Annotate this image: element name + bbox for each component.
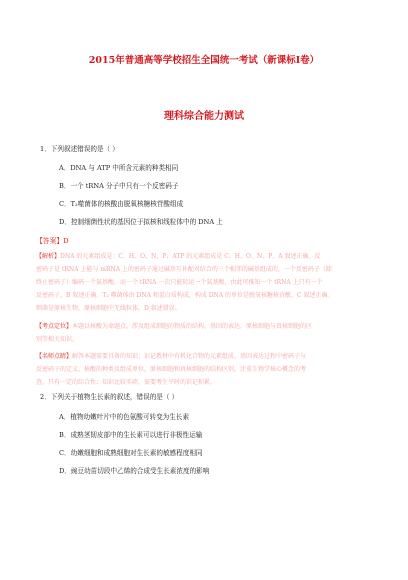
q1-analysis xyxy=(36,250,380,315)
analysis-line: 终止密码子）编码一个氨基酸，而一个 tRNA 一次只能转运一个氨基酸，由此可推知一个 tRNA 上只有一个 xyxy=(36,279,323,286)
comment-line: 查，只有一定的综合性；知识比较零碎，需要考生平时的识记积累。 xyxy=(36,379,217,386)
q1-point xyxy=(36,320,380,346)
q1-option-c: C．T₂噬菌体的核酸由脱氧核糖核苷酸组成 xyxy=(59,200,184,208)
q2-option-c: C．幼嫩细胞和成熟细胞对生长素的敏感程度相同 xyxy=(59,449,203,457)
q2-option-b: B．成熟茎韧皮部中的生长素可以进行非极性运输 xyxy=(59,431,203,439)
analysis-line: 细菌是原核生物，原核细胞中无线粒体，D 叙述错误。 xyxy=(36,305,181,312)
q2-stem: 2．下列关于植物生长素的叙述，错误的是（ ） xyxy=(40,393,179,401)
exam-subtitle: 理科综合能力测试 xyxy=(164,111,244,122)
q2-option-a: A．植物幼嫩叶片中的色氨酸可转变为生长素 xyxy=(59,413,190,421)
q1-option-d: D．控制细菌性状的基因位于拟核和线粒体中的 DNA 上 xyxy=(59,218,223,226)
analysis-label: 【解析】 xyxy=(36,253,61,260)
analysis-line: 反密码子，B 叙述正确。T₂ 噬菌体由 DNA 和蛋白质构成，构成 DNA 的单位是脱氧核糖核苷酸，C 叙述正确。 xyxy=(36,292,334,299)
q2-option-d: D．豌豆幼苗切段中乙烯的合成受生长素浓度的影响 xyxy=(59,467,210,475)
q1-comment xyxy=(36,350,380,389)
exam-title: 2015年普通高等学校招生全国统一考试（新课标Ⅰ卷） xyxy=(88,55,320,66)
comment-line: 反密码子的定义、核酸的种类及组成单位，原核细胞和真核细胞的结构区别，注重生物学核心概念的考 xyxy=(36,366,307,373)
q1-answer: 【答案】D xyxy=(36,237,69,245)
comment-label: 【名师点睛】 xyxy=(36,353,73,360)
analysis-line: DNA 的元素组成是：C、H、O、N、P；ATP 的元素组成是 C、H、O、N、P，A 叙述正确。反 xyxy=(60,253,321,260)
point-line: 本题以核酸为命题点，涉及组成细胞的物质的结构、基因的表达、原核细胞与真核细胞的区 xyxy=(72,323,313,330)
point-line: 别等相关知识。 xyxy=(36,336,79,343)
q1-option-a: A．DNA 与 ATP 中所含元素的种类相同 xyxy=(59,164,179,172)
point-label: 【考点定位】 xyxy=(36,323,73,330)
q1-option-b: B．一个 tRNA 分子中只有一个反密码子 xyxy=(59,182,179,190)
q1-stem: 1．下列叙述错误的是（ ） xyxy=(40,145,119,153)
comment-line: 解答本题需要具备的知识：识记教材中有机化合物的元素组成、基因表达过程中密码子与 xyxy=(72,353,307,360)
analysis-line: 密码子是 tRNA 上能与 mRNA 上的密码子通过碱基互补配对结合的三个相邻的碱基组成的，一个反密码子（除 xyxy=(36,266,332,273)
